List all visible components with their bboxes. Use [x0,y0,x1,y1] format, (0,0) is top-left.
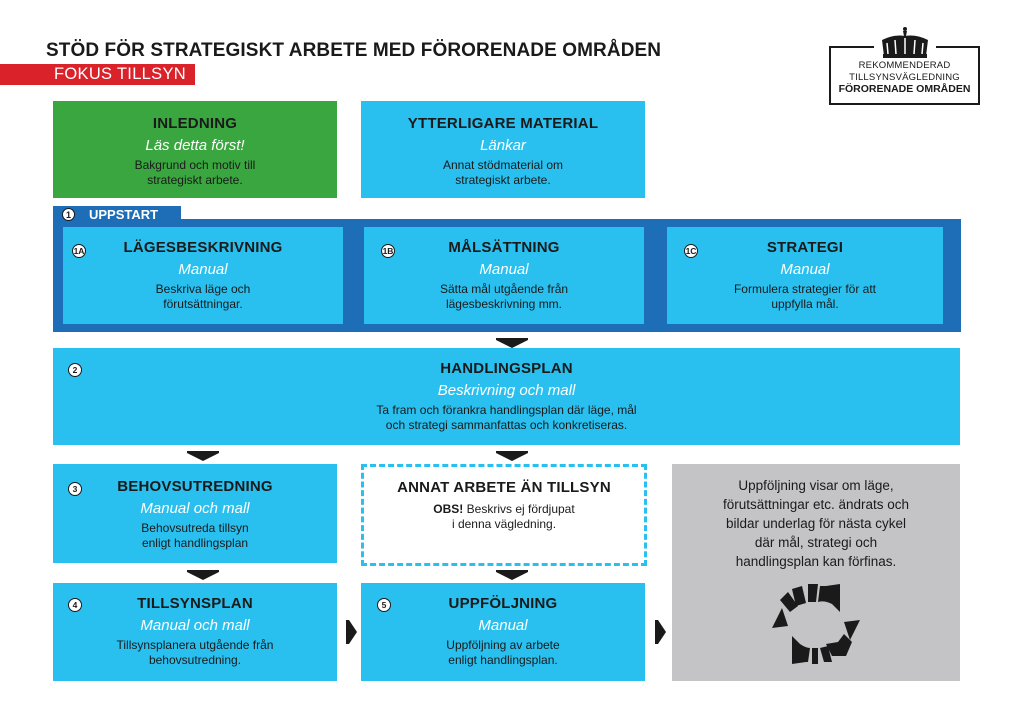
ytterligare-material-box[interactable] [361,101,645,198]
page-title: STÖD FÖR STRATEGISKT ARBETE MED FÖRORENADE OMRÅDEN [46,40,662,61]
uppfoljning-box[interactable] [361,583,645,681]
uppfoljning-title: UPPFÖLJNING [448,595,558,612]
annat-desc-text: Beskrivs ej fördjupat [466,502,575,516]
cycle-arrows-icon [768,582,864,666]
tillsyn-desc: Tillsynsplanera utgående från behovsutredning. [116,638,274,667]
uppstart-tab [53,206,181,223]
tillsyn-title: TILLSYNSPLAN [137,595,253,612]
mal-number: 1B [382,246,394,256]
inledning-subtitle: Läs detta först! [145,137,245,154]
tillsyn-subtitle: Manual och mall [140,617,250,634]
uppfoljning-number: 5 [377,598,391,612]
arrow-down-icon [496,453,528,461]
strategi-title: STRATEGI [766,239,844,256]
strategi-desc: Formulera strategier för att uppfylla mål. [733,282,877,311]
annat-arbete-box[interactable] [361,464,647,566]
arrow-down-icon [496,340,528,348]
annat-title: ANNAT ARBETE ÄN TILLSYN [397,479,611,496]
lagesbeskrivning-box[interactable] [63,227,343,324]
strategi-subtitle: Manual [780,261,830,278]
logo-line-1: REKOMMENDERAD [858,60,951,71]
uppstart-label: UPPSTART [89,207,159,222]
uppfoljning-desc: Uppföljning av arbete enligt handlingsplan. [446,638,560,667]
lage-subtitle: Manual [178,261,228,278]
handlingsplan-box[interactable] [53,348,960,445]
inledning-desc: Bakgrund och motiv till strategiskt arbete. [134,158,256,187]
arrow-down-icon [187,572,219,580]
mal-desc: Sätta mål utgående från lägesbeskrivning mm. [439,282,569,311]
arrow-right-icon [349,620,357,644]
behov-title: BEHOVSUTREDNING [117,478,273,495]
handlingsplan-desc-1: Ta fram och förankra handlingsplan där läge, mål [376,403,637,417]
arrow-down-icon [187,453,219,461]
lage-title: LÄGESBESKRIVNING [123,239,283,256]
cycle-info-text: Uppföljning visar om läge, förutsättningar etc. ändrats och bildar underlag för nästa cykel där mål, strategi och handlingsplan kan förfinas. [722,478,910,569]
annat-obs: OBS! [433,502,464,516]
uppfoljning-subtitle: Manual [478,617,528,634]
logo-line-2: TILLSYNSVÄGLEDNING [849,71,960,83]
mal-subtitle: Manual [479,261,529,278]
behov-number: 3 [68,482,82,496]
arrow-down-icon [496,572,528,580]
mal-title: MÅLSÄTTNING [448,239,560,256]
ytterligare-desc: Annat stödmaterial om strategiskt arbete. [442,158,564,187]
ytterligare-title: YTTERLIGARE MATERIAL [407,115,599,132]
behov-subtitle: Manual och mall [140,500,250,517]
annat-desc-2: i denna vägledning. [451,517,557,531]
strategi-box[interactable] [667,227,943,324]
handlingsplan-subtitle: Beskrivning och mall [437,382,576,399]
lage-desc: Beskriva läge och förutsättningar. [155,282,251,311]
uppstart-number: 1 [62,208,75,221]
malsattning-box[interactable] [364,227,644,324]
logo [829,46,980,105]
annat-desc-1 [364,502,644,517]
inledning-box[interactable] [53,101,337,198]
behovsutredning-box[interactable] [53,464,337,563]
logo-line-3: FÖRORENADE OMRÅDEN [838,83,971,95]
handlingsplan-number: 2 [68,363,82,377]
behov-desc: Behovsutreda tillsyn enligt handlingsplan [141,521,249,550]
crown-icon [874,26,936,60]
handlingsplan-desc-2: och strategi sammanfattas och konkretiseras. [385,418,628,432]
arrow-right-icon [658,620,666,644]
lage-number: 1A [73,246,85,256]
page-subtitle: FOKUS TILLSYN [0,64,195,85]
tillsynsplan-box[interactable] [53,583,337,681]
ytterligare-subtitle: Länkar [480,137,526,154]
handlingsplan-title: HANDLINGSPLAN [440,360,573,377]
strategi-number: 1C [685,246,697,256]
inledning-title: INLEDNING [152,115,238,132]
tillsyn-number: 4 [68,598,82,612]
